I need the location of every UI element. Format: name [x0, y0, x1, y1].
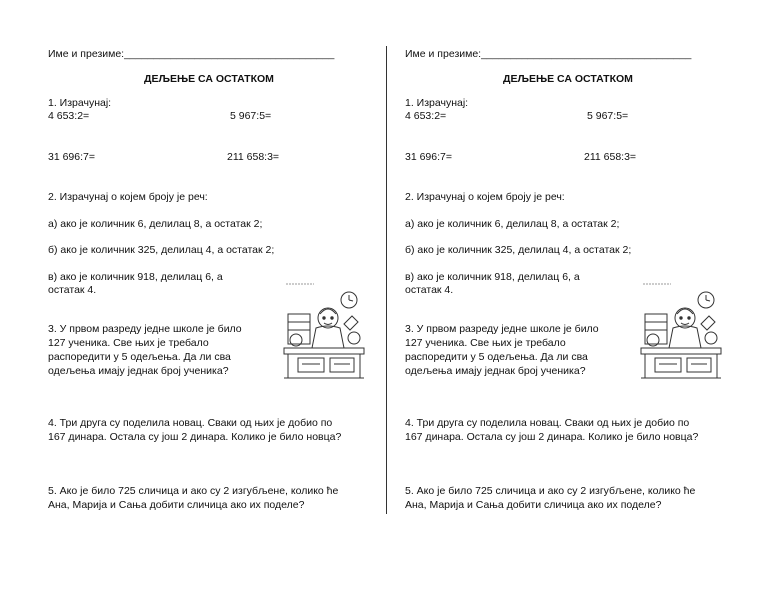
- task2-c-line2: остатак 4.: [405, 284, 454, 296]
- task4-line1: 4. Три друга су поделила новац. Сваки од њих је добио по: [405, 417, 690, 429]
- task5-line1: 5. Ако је било 725 сличица и ако су 2 изгубљене, колико ће: [405, 485, 696, 497]
- task1-d: 211 658:3=: [584, 151, 637, 163]
- classroom-cartoon-icon: [639, 278, 723, 382]
- classroom-cartoon-icon: [282, 278, 366, 382]
- task3-line3: распоредити у 5 одељења. Да ли сва: [48, 351, 231, 363]
- task4-line2: 167 динара. Остала су још 2 динара. Колико је било новца?: [405, 431, 699, 443]
- task2-c-line1: в) ако је количник 918, делилац 6, а: [48, 271, 223, 283]
- task1-c: 31 696:7=: [48, 151, 96, 163]
- task1-heading: 1. Израчунај:: [405, 97, 469, 109]
- name-label: Име и презиме:____________________________________: [405, 48, 692, 60]
- task3-line2: 127 ученика. Све њих је требало: [405, 337, 566, 349]
- task2-a: а) ако је количник 6, делилац 8, а остатак 2;: [48, 218, 263, 230]
- task3-line3: распоредити у 5 одељења. Да ли сва: [405, 351, 588, 363]
- task2-a: а) ако је количник 6, делилац 8, а остатак 2;: [405, 218, 620, 230]
- task3-line4: одељења имају једнак број ученика?: [405, 365, 586, 377]
- name-label: Име и презиме:____________________________________: [48, 48, 335, 60]
- task5-line2: Ана, Марија и Сања добити сличица ако их поделе?: [48, 499, 305, 511]
- task1-b: 5 967:5=: [230, 110, 272, 122]
- task3-line1: 3. У првом разреду једне школе је било: [405, 323, 599, 335]
- task5-line1: 5. Ако је било 725 сличица и ако су 2 изгубљене, колико ће: [48, 485, 339, 497]
- task1-c: 31 696:7=: [405, 151, 453, 163]
- task4-line2: 167 динара. Остала су још 2 динара. Колико је било новца?: [48, 431, 342, 443]
- task2-b: б) ако је количник 325, делилац 4, а остатак 2;: [405, 244, 632, 256]
- task5-line2: Ана, Марија и Сања добити сличица ако их поделе?: [405, 499, 662, 511]
- task2-c-line1: в) ако је количник 918, делилац 6, а: [405, 271, 580, 283]
- worksheet-left: [48, 0, 388, 594]
- worksheet-title: ДЕЉЕЊЕ СА ОСТАТКОМ: [144, 73, 274, 85]
- task3-line2: 127 ученика. Све њих је требало: [48, 337, 209, 349]
- task1-a: 4 653:2=: [48, 110, 90, 122]
- task1-d: 211 658:3=: [227, 151, 280, 163]
- task4-line1: 4. Три друга су поделила новац. Сваки од њих је добио по: [48, 417, 333, 429]
- task3-line1: 3. У првом разреду једне школе је било: [48, 323, 242, 335]
- task1-b: 5 967:5=: [587, 110, 629, 122]
- worksheet-title: ДЕЉЕЊЕ СА ОСТАТКОМ: [503, 73, 633, 85]
- task2-heading: 2. Израчунај о којем броју је реч:: [405, 191, 565, 203]
- task3-line4: одељења имају једнак број ученика?: [48, 365, 229, 377]
- task2-b: б) ако је количник 325, делилац 4, а остатак 2;: [48, 244, 275, 256]
- worksheet-right: [405, 0, 745, 594]
- task1-a: 4 653:2=: [405, 110, 447, 122]
- task2-heading: 2. Израчунај о којем броју је реч:: [48, 191, 208, 203]
- task2-c-line2: остатак 4.: [48, 284, 97, 296]
- task1-heading: 1. Израчунај:: [48, 97, 112, 109]
